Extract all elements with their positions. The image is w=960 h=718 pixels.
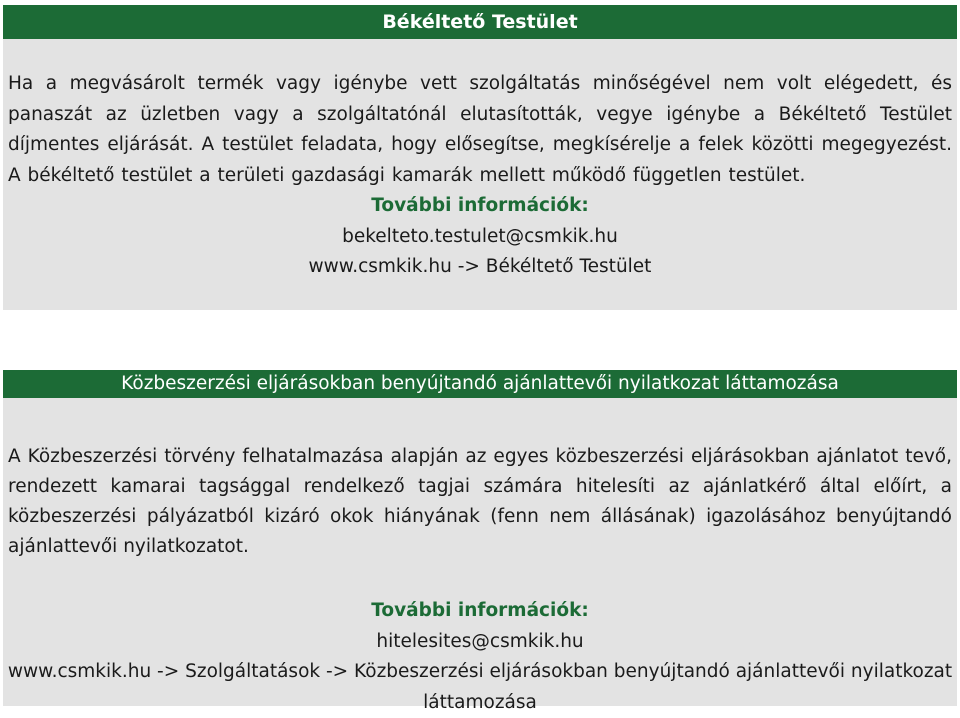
kozbeszerzes-email-link[interactable]: hitelesites@csmkik.hu: [376, 630, 584, 652]
bekelteto-section-title: Békéltető Testület: [3, 5, 957, 39]
bekelteto-info: [3, 191, 957, 283]
kozbeszerzes-info-heading: További információk:: [371, 600, 589, 621]
kozbeszerzes-section-title: Közbeszerzési eljárásokban benyújtandó ajánlattevői nyilatkozat láttamozása: [3, 370, 957, 398]
bekelteto-website-path[interactable]: www.csmkik.hu -> Békéltető Testület: [308, 256, 652, 277]
kozbeszerzes-info: [3, 596, 957, 718]
kozbeszerzes-description: A Közbeszerzési törvény felhatalmazása alapján az egyes közbeszerzési eljárásokban ajánlatot tevő, rendezett kamarai tagsággal rendelkező tagjai számára hitelesíti az ajánlatkérő által előírt, a közbeszerzési pályázatból kizáró okok hiányának (fenn nem állásának) igazolásához benyújtandó ajánlattevői nyilatkozatot.: [8, 446, 952, 557]
kozbeszerzes-section: [3, 370, 957, 713]
kozbeszerzes-spacer: [3, 562, 957, 596]
bekelteto-info-heading: További információk:: [371, 195, 589, 216]
bekelteto-description: Ha a megvásárolt termék vagy igénybe vett szolgáltatás minőségével nem volt elégedett, és panaszát az üzletben vagy a szolgáltatónál elutasították, vegye igénybe a Békéltető Testület díjmentes eljárását. A testület feladata, hogy elősegítse, megkísérelje a felek közötti megegyezést. A békéltető testület a területi gazdasági kamarák mellett működő független testület.: [8, 73, 952, 186]
bekelteto-section: [3, 5, 957, 310]
bekelteto-email-link[interactable]: bekelteto.testulet@csmkik.hu: [342, 225, 618, 247]
kozbeszerzes-website-path[interactable]: www.csmkik.hu -> Szolgáltatások -> Közbeszerzési eljárásokban benyújtandó ajánlattevői nyilatkozat láttamozása: [7, 661, 953, 713]
